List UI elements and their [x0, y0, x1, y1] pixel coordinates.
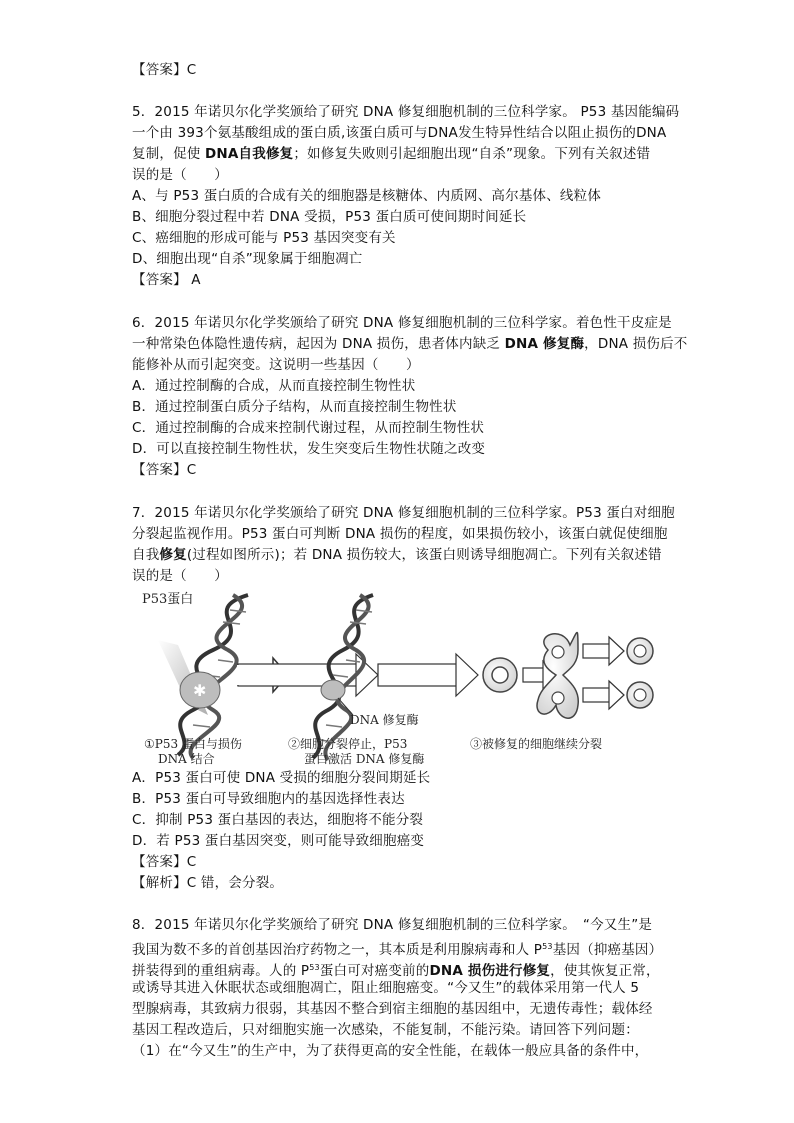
arrow-5-shaft [583, 688, 611, 702]
arrow-1-cap [237, 665, 241, 685]
q7-line-3 [132, 545, 662, 566]
arrow-3-shaft [523, 668, 545, 682]
figure-enzyme-label: DNA 修复酶 [350, 713, 419, 727]
arrow-1-head [356, 654, 378, 696]
dividing-cell-nucleus-bottom [552, 692, 564, 704]
q7-line-3-pre: 自我 [132, 547, 160, 563]
arrow-5-head [609, 681, 624, 709]
q5-option-a: A、与 P53 蛋白质的合成有关的细胞器是核糖体、内质网、高尔基体、线粒体 [132, 188, 602, 204]
q8-line-2-sup: 53 [542, 942, 553, 951]
q5-answer: 【答案】 A [132, 272, 201, 288]
repair-enzyme-blob [321, 680, 345, 700]
q7-answer: 【答案】C [132, 854, 197, 870]
q7-bold-term: 修复 [159, 547, 187, 563]
q6-answer: 【答案】C [132, 462, 197, 478]
q8-line-3-mid: 蛋白可对癌变前的 [319, 963, 430, 979]
q6-line-2-post: ，DNA 损伤后不 [584, 336, 688, 352]
q6-option-c: C．通过控制酶的合成来控制代谢过程，从而控制生物性状 [132, 420, 485, 436]
q8-line-1: 8．2015 年诺贝尔化学奖颁给了研究 DNA 修复细胞机制的三位科学家。 “今又生”是 [132, 917, 653, 933]
q8-line-4: 或诱导其进入休眠状态或细胞凋亡，阻止细胞癌变。“今又生”的载体采用第一代人 5 [132, 980, 640, 996]
q8-line-3-pre: 拼装得到的重组病毒。人的 P [132, 963, 310, 979]
q5-option-c: C、癌细胞的形成可能与 P53 基因突变有关 [132, 230, 396, 246]
figure-caption-2a: ②细胞分裂停止，P53 [288, 737, 408, 751]
q8-line-2-post: 基因（抑癌基因） [552, 942, 663, 958]
q5-line-3-pre: 复制，促使 [132, 146, 205, 162]
q7-analysis: 【解析】C 错，会分裂。 [132, 875, 284, 891]
q7-line-1: 7．2015 年诺贝尔化学奖颁给了研究 DNA 修复细胞机制的三位科学家。P53 蛋白对细胞 [132, 505, 675, 521]
q5-line-1: 5．2015 年诺贝尔化学奖颁给了研究 DNA 修复细胞机制的三位科学家。 P53 基因能编码 [132, 104, 680, 120]
q8-line-3-post: ，使其恢复正常， [550, 963, 660, 979]
q6-line-2 [132, 334, 688, 355]
arrow-4-head [609, 637, 624, 665]
q8-line-6: 基因工程改造后，只对细胞实施一次感染，不能复制，不能污染。请回答下列问题： [132, 1022, 639, 1038]
q7-option-d: D．若 P53 蛋白基因突变，则可能导致细胞癌变 [132, 833, 425, 849]
q7-line-4: 误的是（ ） [132, 568, 228, 584]
q5-line-3-post: ；如修复失败则引起细胞出现“自杀”现象。下列有关叙述错 [293, 146, 651, 162]
q7-option-c: C．抑制 P53 蛋白基因的表达，细胞将不能分裂 [132, 812, 424, 828]
q7-line-2: 分裂起监视作用。P53 蛋白可判断 DNA 损伤的程度，如果损伤较小，该蛋白就促使细胞 [132, 526, 668, 542]
figure-caption-2b: 蛋白激活 DNA 修复酶 [304, 752, 425, 766]
q7-option-a: A．P53 蛋白可使 DNA 受损的细胞分裂间期延长 [132, 770, 431, 786]
figure-p53-label: P53蛋白 [142, 592, 194, 607]
q6-option-a: A．通过控制酶的合成，从而直接控制生物性状 [132, 378, 416, 394]
daughter-cell-2 [627, 682, 653, 708]
q6-option-d: D．可以直接控制生物性状，发生突变后生物性状随之改变 [132, 441, 486, 457]
q6-option-b: B．通过控制蛋白质分子结构，从而直接控制生物性状 [132, 399, 457, 415]
q5-line-2: 一个由 393个氨基酸组成的蛋白质,该蛋白质可与DNA发生特异性结合以阻止损伤的DNA [132, 125, 667, 141]
q6-line-2-pre: 一种常染色体隐性遗传病，起因为 DNA 损伤，患者体内缺乏 [132, 336, 505, 352]
q5-option-b: B、细胞分裂过程中若 DNA 受损，P53 蛋白质可使间期时间延长 [132, 209, 527, 225]
arrow-4-shaft [583, 644, 611, 658]
q7-line-3-post: (过程如图所示)；若 DNA 损伤较大，该蛋白则诱导细胞凋亡。下列有关叙述错 [186, 547, 662, 563]
q5-option-d: D、细胞出现“自杀”现象属于细胞凋亡 [132, 251, 363, 267]
daughter-cell-1 [627, 638, 653, 664]
q5-line-4: 误的是（ ） [132, 167, 228, 183]
figure-caption-1a: ①P53 蛋白与损伤 [144, 737, 242, 751]
q7-option-b: B．P53 蛋白可导致细胞内的基因选择性表达 [132, 791, 405, 807]
dividing-cell-nucleus-top [552, 646, 564, 658]
dna-repair-figure [138, 590, 658, 765]
cell-nucleus [492, 667, 508, 683]
q8-line-5: 型腺病毒，其致病力很弱，其基因不整合到宿主细胞的基因组中，无遗传毒性；载体经 [132, 1001, 653, 1017]
q8-line-2-pre: 我国为数不多的首创基因治疗药物之一，其本质是利用腺病毒和人 P [132, 942, 543, 958]
q8-line-7: （1）在“今又生”的生产中，为了获得更高的安全性能，在载体一般应具备的条件中， [132, 1043, 649, 1059]
arrow-2-head [456, 654, 478, 696]
figure-caption-3: ③被修复的细胞继续分裂 [470, 737, 603, 751]
damage-mark-icon: ✱ [193, 681, 207, 700]
q8-line-3-sup: 53 [309, 963, 320, 972]
q4-answer: 【答案】C [132, 62, 197, 78]
q8-bold-term: DNA 损伤进行修复 [429, 963, 551, 979]
repaired-cell [483, 658, 517, 692]
q6-line-3: 能修补从而引起突变。这说明一些基因（ ） [132, 357, 420, 373]
q6-line-1: 6．2015 年诺贝尔化学奖颁给了研究 DNA 修复细胞机制的三位科学家。着色性干皮症是 [132, 315, 672, 331]
q5-bold-term: DNA自我修复 [205, 146, 294, 162]
arrow-2-shaft [378, 664, 458, 686]
dna-helix-1 [158, 595, 248, 758]
figure-caption-1b: DNA 结合 [158, 752, 215, 766]
q6-bold-term: DNA 修复酶 [504, 336, 585, 352]
q5-line-3 [132, 144, 650, 165]
